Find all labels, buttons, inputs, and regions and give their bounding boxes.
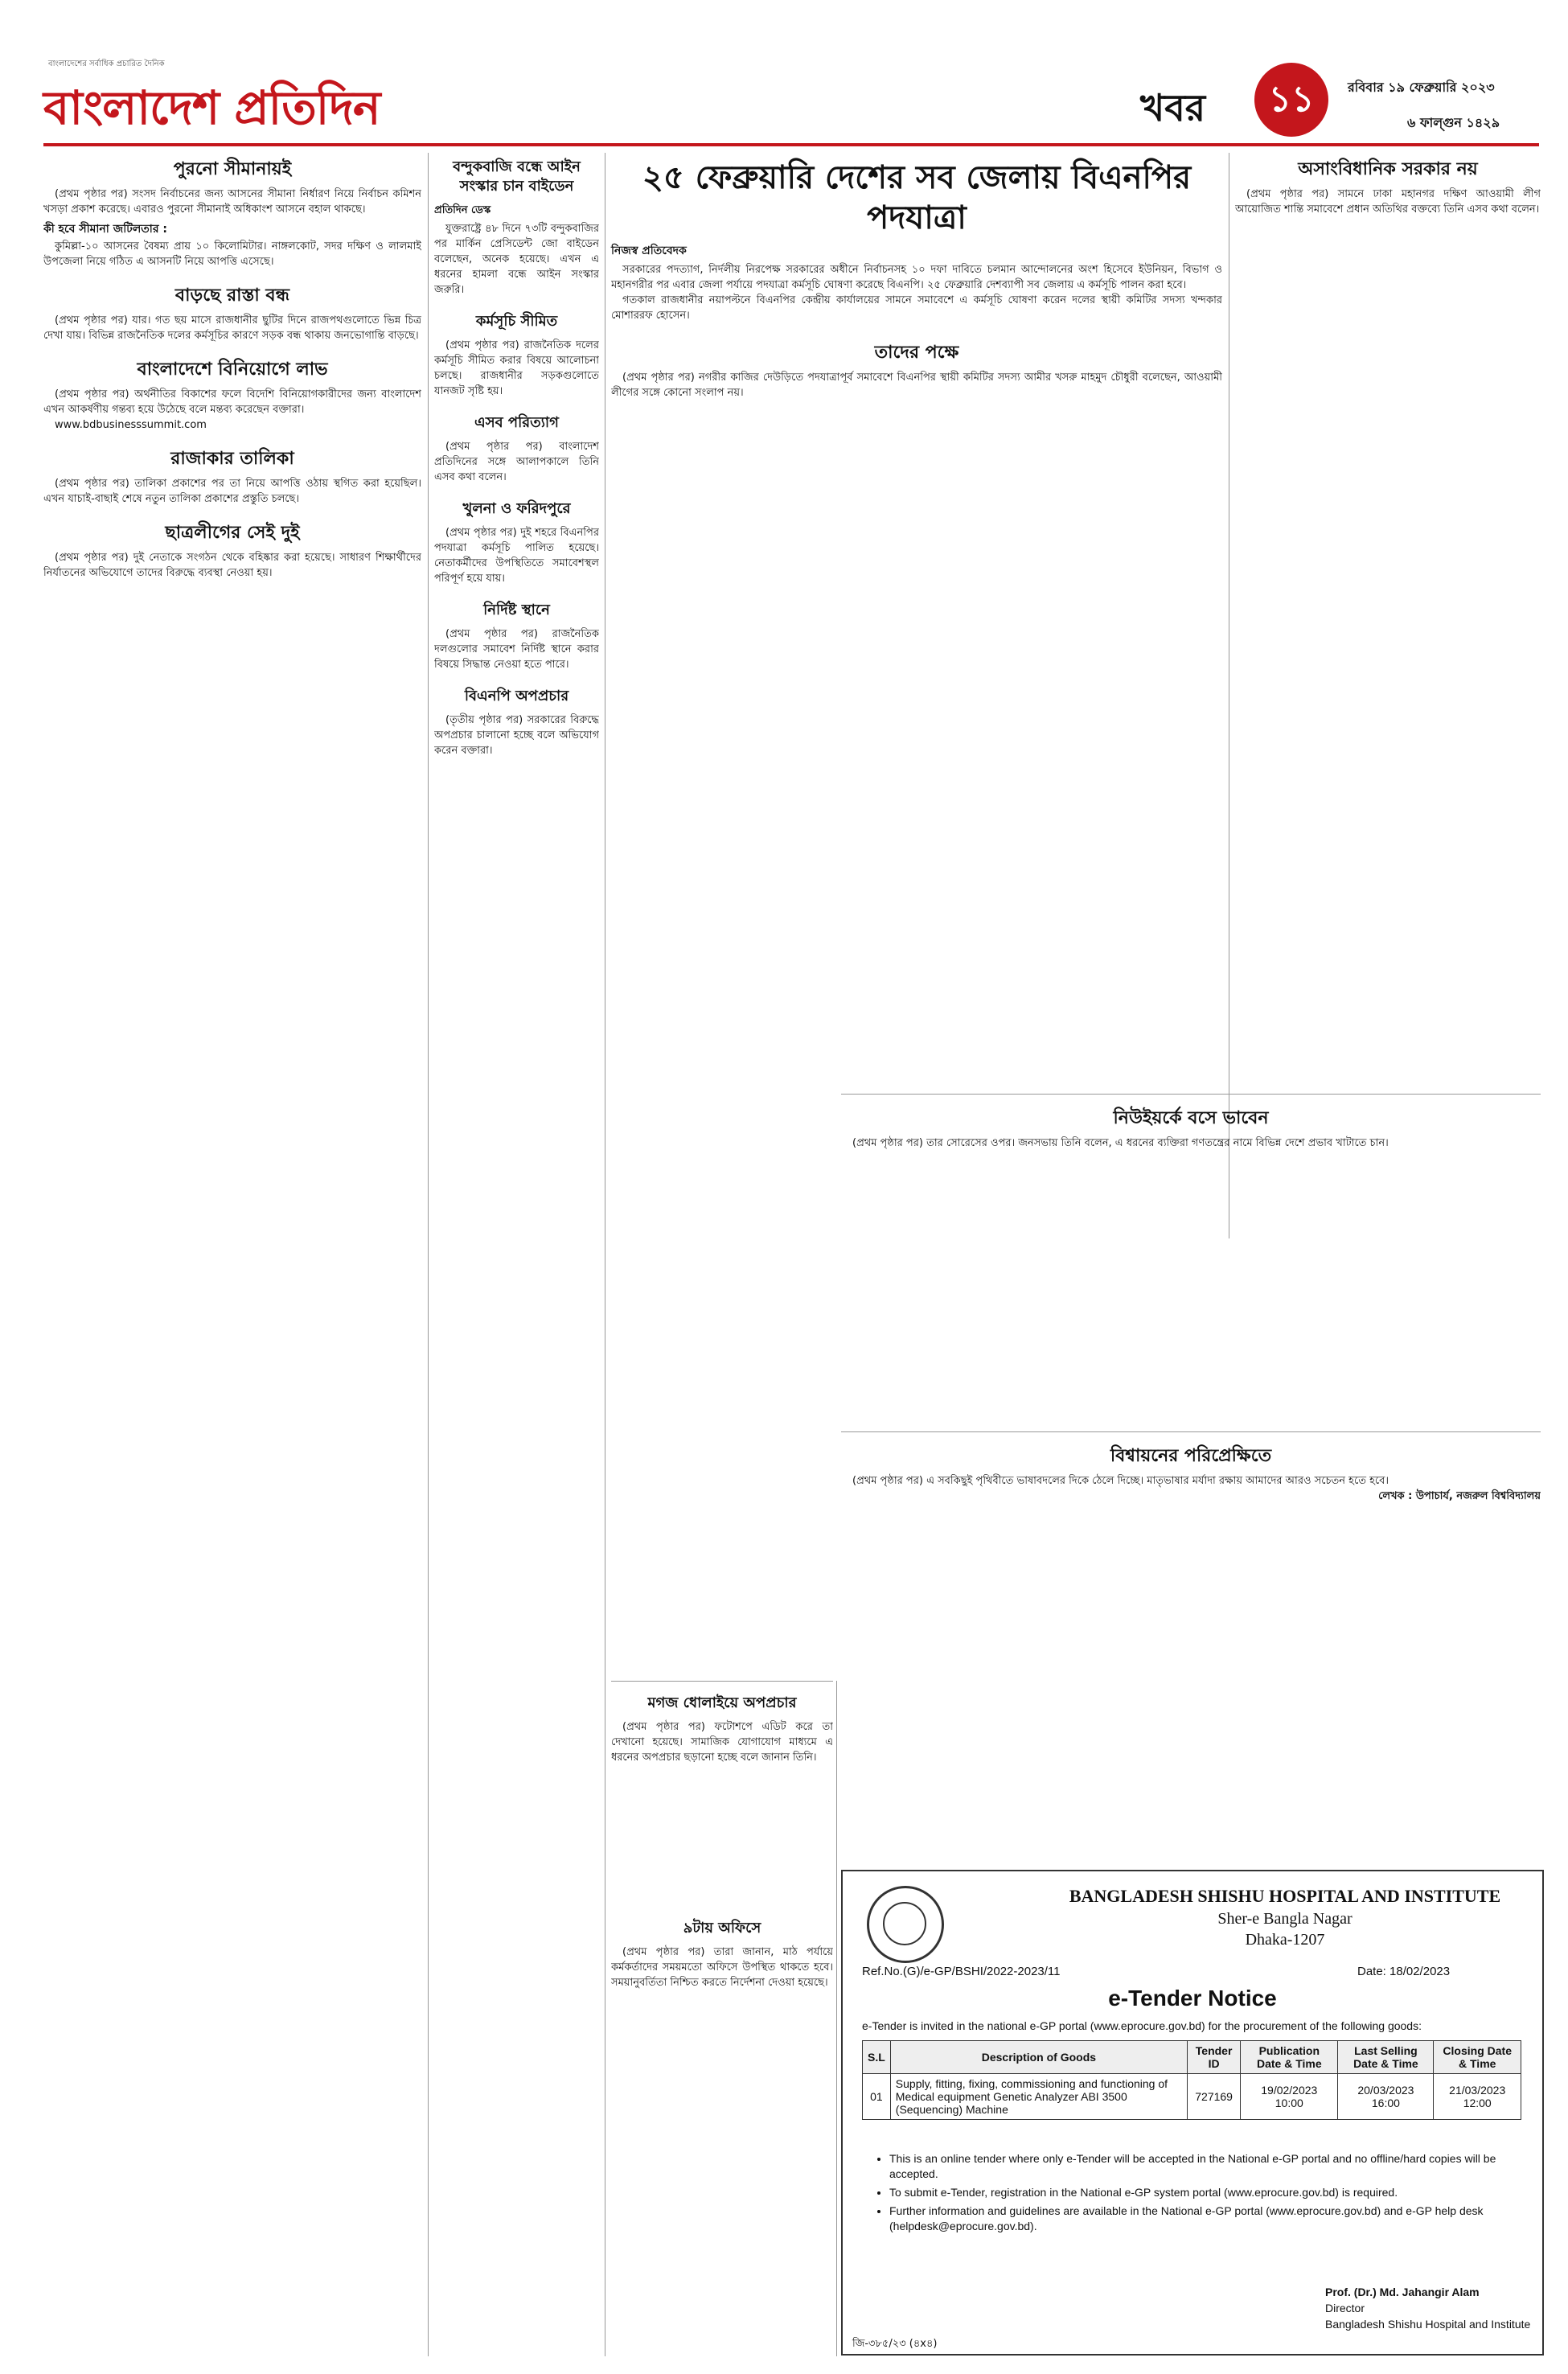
table-row <box>863 2074 1521 2120</box>
article-body: (প্রথম পৃষ্ঠার পর) এ সবকিছুই পৃথিবীতে ভাষাবদলের দিকে ঠেলে দিচ্ছে। মাতৃভাষার মর্যাদা রক্ষায় আমাদের আরও সচেতন হতে হবে। <box>852 1475 1389 1487</box>
column-second <box>434 153 599 2356</box>
column-divider <box>428 153 429 2356</box>
table-header: S.L <box>863 2041 891 2074</box>
table-cell: 20/03/2023 16:00 <box>1338 2074 1434 2120</box>
article-headline[interactable]: ছাত্রলীগের সেই দুই <box>165 522 300 543</box>
article-brainwash <box>611 1689 833 1898</box>
section-divider <box>841 1094 1541 1095</box>
tender-signer-org: Bangladesh Shishu Hospital and Institute <box>1325 2318 1531 2331</box>
article-body: (প্রথম পৃষ্ঠার পর) অর্থনীতির বিকাশের ফলে বিদেশি বিনিয়োগকারীদের জন্য বাংলাদেশ এখন আকর্ষণীয় গন্তব্য হয়ে উঠেছে বলে মন্তব্য করেছেন বক্তারা। <box>43 388 421 416</box>
tender-note: • Further information and guidelines are available in the National e-GP portal (www.eprocure.gov.bd) and e-GP help desk (helpdesk@eprocure.gov.bd). <box>889 2204 1533 2234</box>
article-body: (প্রথম পৃষ্ঠার পর) ফটোশপে এডিট করে তা দেখানো হয়েছে। সামাজিক যোগাযোগ মাধ্যমে এ ধরনের অপপ্রচার ছড়ানো হচ্ছে বলে জানান তিনি। <box>611 1721 833 1764</box>
table-header: Publication Date & Time <box>1241 2041 1338 2074</box>
article-body: (প্রথম পৃষ্ঠার পর) বাংলাদেশ প্রতিদিনের সঙ্গে আলাপকালে তিনি এসব কথা বলেন। <box>434 441 599 483</box>
tender-notes <box>875 2151 1533 2237</box>
tender-note: • This is an online tender where only e-Tender will be accepted in the National e-GP portal and no offline/hard copies will be accepted. <box>889 2151 1533 2182</box>
lead-headline[interactable]: ২৫ ফেব্রুয়ারি দেশের সব জেলায় বিএনপির পদযাত্রা <box>642 158 1192 236</box>
article-body: কুমিল্লা-১০ আসনের বৈষম্য প্রায় ১০ কিলোমিটার। নাঙ্গলকোট, সদর দক্ষিণ ও লালমাই উপজেলা নিয়ে গঠিত এ আসনটি নিয়ে আপত্তি এসেছে। <box>43 240 421 268</box>
article-link[interactable]: www.bdbusinesssummit.com <box>55 419 207 431</box>
article-body: (প্রথম পৃষ্ঠার পর) তার সোরেসের ওপর। জনসভায় তিনি বলেন, এ ধরনের ব্যক্তিরা গণতন্ত্রের নামে বিভিন্ন দেশে প্রভাব খাটাতে চান। <box>852 1137 1389 1149</box>
article-headline[interactable]: অসাংবিধানিক সরকার নয় <box>1298 158 1478 179</box>
page-number-badge: ১১ <box>1254 63 1328 137</box>
article-body: গতকাল রাজধানীর নয়াপল্টনে বিএনপির কেন্দ্রীয় কার্যালয়ের সামনে সমাবেশে এ কর্মসূচি ঘোষণা করেন দলের স্থায়ী কমিটির সদস্য খন্দকার মোশাররফ হোসেন। <box>611 294 1222 322</box>
table-cell: 727169 <box>1188 2074 1241 2120</box>
lead-body <box>611 262 1222 1099</box>
table-cell: 21/03/2023 12:00 <box>1434 2074 1521 2120</box>
tender-intro: e-Tender is invited in the national e-GP portal (www.eprocure.gov.bd) for the procurement of the following goods: <box>862 2019 1422 2032</box>
article-body: (প্রথম পৃষ্ঠার পর) রাজনৈতিক দলের কর্মসূচি সীমিত করার বিষয়ে আলোচনা চলছে। রাজধানীর সড়কগুলোতে যানজট সৃষ্টি হয়। <box>434 339 599 397</box>
tender-address-2: Dhaka-1207 <box>1245 1931 1325 1949</box>
article-headline[interactable]: বন্দুকবাজি বন্ধে আইন সংস্কার চান বাইডেন <box>453 158 581 195</box>
masthead-tagline: বাংলাদেশের সর্বাধিক প্রচারিত দৈনিক <box>48 60 165 68</box>
article-office <box>611 1914 833 2348</box>
date-bengali: ৬ ফাল্গুন ১৪২৯ <box>1407 115 1500 130</box>
article-author: লেখক : উপাচার্য, নজরুল বিশ্ববিদ্যালয় <box>1378 1490 1541 1502</box>
section-divider <box>841 1431 1541 1432</box>
ad-code: জি-৩৮৫/২৩ (৪x৪) <box>852 2338 938 2350</box>
article-body: সরকারের পদত্যাগ, নির্দলীয় নিরপেক্ষ সরকারের অধীনে নির্বাচনসহ ১০ দফা দাবিতে চলমান আন্দোলনের অংশ হিসেবে ইউনিয়ন, বিভাগ ও মহানগরীর পর এবার জেলা পর্যায়ে পদযাত্রা কর্মসূচি ঘোষণা করেছে বিএনপি। ২৫ ফেব্রুয়ারি দেশব্যাপী সব জেলায় এ কর্মসূচি পালন করা হবে। <box>611 264 1222 291</box>
table-header: Closing Date & Time <box>1434 2041 1521 2074</box>
article-headline[interactable]: বাড়ছে রাস্তা বন্ধ <box>174 285 290 306</box>
table-header: Tender ID <box>1188 2041 1241 2074</box>
article-byline: প্রতিদিন ডেস্ক <box>434 204 491 216</box>
tender-address-1: Sher-e Bangla Nagar <box>1217 1910 1353 1928</box>
article-headline[interactable]: নির্দিষ্ট স্থানে <box>483 602 550 618</box>
table-cell: 01 <box>863 2074 891 2120</box>
article-headline[interactable]: রাজাকার তালিকা <box>170 448 294 469</box>
tender-notice-ad <box>841 1870 1544 2356</box>
tender-org: BANGLADESH SHISHU HOSPITAL AND INSTITUTE <box>1069 1886 1501 1906</box>
article-body: (প্রথম পৃষ্ঠার পর) রাজনৈতিক দলগুলোর সমাবেশ নির্দিষ্ট স্থানে করার বিষয়ে সিদ্ধান্ত নেওয়া হতে পারে। <box>434 628 599 671</box>
table-header: Description of Goods <box>890 2041 1187 2074</box>
article-headline[interactable]: ৯টায় অফিসে <box>683 1920 761 1937</box>
column-right <box>1235 153 1541 1247</box>
article-headline[interactable]: বিশ্বায়নের পরিপ্রেক্ষিতে <box>1110 1445 1272 1466</box>
newspaper-logo[interactable]: বাংলাদেশ প্রতিদিন <box>43 80 380 135</box>
hospital-seal-inner-icon <box>883 1902 926 1945</box>
article-headline[interactable]: নিউইয়র্কে বসে ভাবেন <box>1113 1107 1269 1128</box>
article-headline[interactable]: তাদের পক্ষে <box>874 342 959 363</box>
article-headline[interactable]: মগজ ধোলাইয়ে অপপ্রচার <box>647 1694 797 1711</box>
tender-signer-title: Director <box>1325 2302 1365 2314</box>
article-newyork <box>841 1102 1541 1423</box>
article-headline[interactable]: বিএনপি অপপ্রচার <box>464 688 569 704</box>
table-header: Last Selling Date & Time <box>1338 2041 1434 2074</box>
article-body: (প্রথম পৃষ্ঠার পর) দুই শহরে বিএনপির পদযাত্রা কর্মসূচি পালিত হয়েছে। নেতাকর্মীদের উপস্থিতিতে সমাবেশস্থল পরিপূর্ণ হয়ে যায়। <box>434 527 599 585</box>
article-headline[interactable]: বাংলাদেশে বিনিয়োগে লাভ <box>137 359 328 380</box>
article-headline[interactable]: পুরনো সীমানায়ই <box>173 158 292 179</box>
article-headline[interactable]: খুলনা ও ফরিদপুরে <box>462 500 571 517</box>
table-cell: 19/02/2023 10:00 <box>1241 2074 1338 2120</box>
article-headline[interactable]: কর্মসূচি সীমিত <box>475 313 558 330</box>
column-divider <box>836 1681 837 2356</box>
article-body: যুক্তরাষ্ট্রে ৪৮ দিনে ৭৩টি বন্দুকবাজির পর মার্কিন প্রেসিডেন্ট জো বাইডেন বলেছেন, অনেক হয়েছে। এখন এ ধরনের হামলা বন্ধে আইন সংস্কার জরুরি। <box>434 223 599 296</box>
article-body: (প্রথম পৃষ্ঠার পর) দুই নেতাকে সংগঠন থেকে বহিষ্কার করা হয়েছে। সাধারণ শিক্ষার্থীদের নির্যাতনের অভিযোগে তাদের বিরুদ্ধে ব্যবস্থা নেওয়া হয়। <box>43 552 421 579</box>
section-label: খবর <box>1140 86 1206 129</box>
article-body: (প্রথম পৃষ্ঠার পর) সংসদ নির্বাচনের জন্য আসনের সীমানা নির্ধারণ নিয়ে নির্বাচন কমিশন খসড়া প্রকাশ করেছে। এবারও পুরনো সীমানাই অধিকাংশ আসনে বহাল থাকছে। <box>43 188 421 216</box>
tender-date: Date: 18/02/2023 <box>1357 1965 1451 1978</box>
article-body: (প্রথম পৃষ্ঠার পর) সামনে ঢাকা মহানগর দক্ষিণ আওয়ামী লীগ আয়োজিত শান্তি সমাবেশে প্রধান অতিথির বক্তব্যে তিনি এসব কথা বলেন। <box>1235 188 1541 216</box>
column-left <box>43 153 421 2356</box>
article-headline[interactable]: এসব পরিত্যাগ <box>474 414 559 431</box>
lead-byline: নিজস্ব প্রতিবেদক <box>611 244 687 257</box>
article-body: (তৃতীয় পৃষ্ঠার পর) সরকারের বিরুদ্ধে অপপ্রচার চালানো হচ্ছে বলে অভিযোগ করেন বক্তারা। <box>434 714 599 757</box>
tender-title: e-Tender Notice <box>1108 1986 1277 2011</box>
tender-ref: Ref.No.(G)/e-GP/BSHI/2022-2023/11 <box>862 1965 1061 1978</box>
article-globalization <box>841 1440 1541 1858</box>
article-body: (প্রথম পৃষ্ঠার পর) যার। গত ছয় মাসে রাজধানীর ছুটির দিনে রাজপথগুলোতে ভিন্ন চিত্র দেখা যায়। বিভিন্ন রাজনৈতিক দলের কর্মসূচির কারণে সড়ক বন্ধ থাকায় জনভোগান্তি বাড়ছে। <box>43 314 421 342</box>
tender-table <box>862 2040 1521 2120</box>
section-divider <box>611 1681 833 1682</box>
tender-note: • To submit e-Tender, registration in the National e-GP system portal (www.eprocure.gov.bd) is required. <box>889 2185 1533 2200</box>
article-subhead: কী হবে সীমানা জটিলতার : <box>43 223 168 236</box>
article-body: (প্রথম পৃষ্ঠার পর) তারা জানান, মাঠ পর্যায়ে কর্মকর্তাদের সময়মতো অফিসে উপস্থিত থাকতে হবে। সময়ানুবর্তিতা নিশ্চিত করতে নির্দেশনা দেওয়া হয়েছে। <box>611 1946 833 1989</box>
table-cell: Supply, fitting, fixing, commissioning and functioning of Medical equipment Genetic Analyzer ABI 3500 (Sequencing) Machine <box>890 2074 1187 2120</box>
masthead-divider <box>43 143 1539 146</box>
article-body: (প্রথম পৃষ্ঠার পর) নগরীর কাজির দেউড়িতে পদযাত্রাপূর্ব সমাবেশে বিএনপির স্থায়ী কমিটির সদস্য আমীর খসরু মাহমুদ চৌধুরী বলেছেন, আওয়ামী লীগের সঙ্গে কোনো সংলাপ নয়। <box>611 372 1222 399</box>
article-body: (প্রথম পৃষ্ঠার পর) তালিকা প্রকাশের পর তা নিয়ে আপত্তি ওঠায় স্থগিত করা হয়েছিল। এখন যাচাই-বাছাই শেষে নতুন তালিকা প্রকাশের প্রস্তুতি চলছে। <box>43 478 421 505</box>
tender-signer: Prof. (Dr.) Md. Jahangir Alam <box>1325 2286 1480 2298</box>
date-gregorian: রবিবার ১৯ ফেব্রুয়ারি ২০২৩ <box>1348 80 1495 95</box>
